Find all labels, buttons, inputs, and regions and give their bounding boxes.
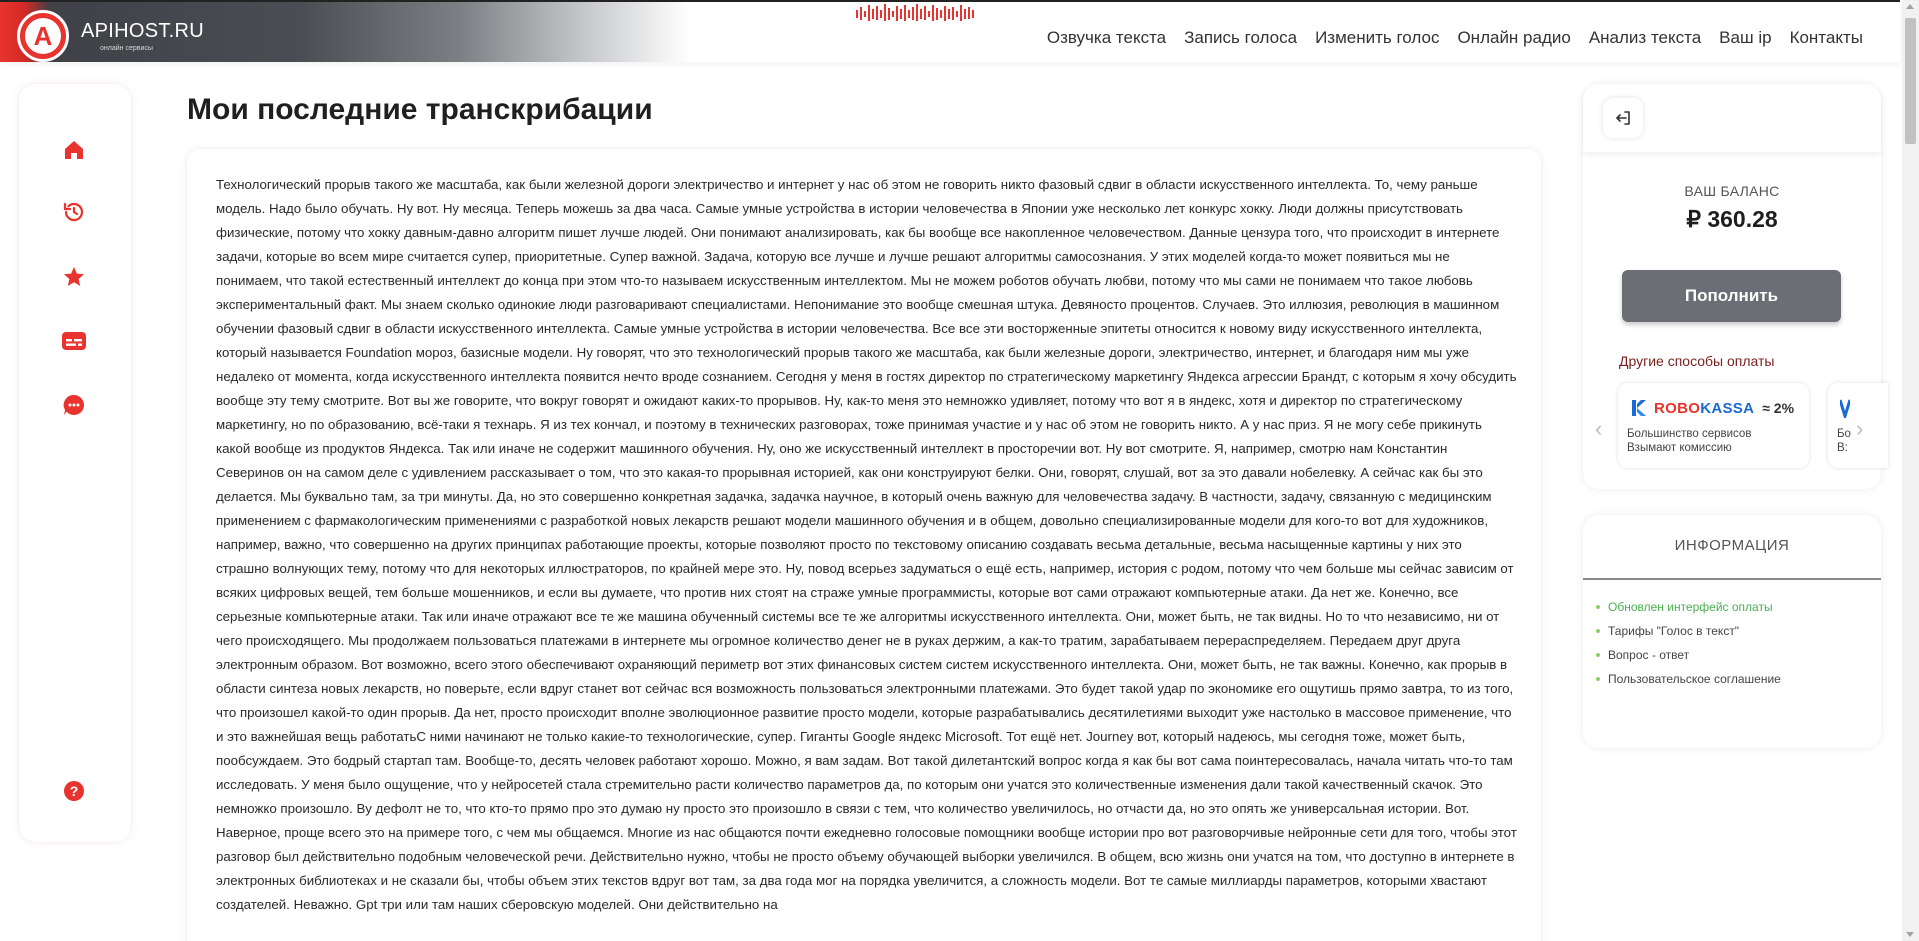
nav-online-radio[interactable]: Онлайн радио: [1457, 28, 1571, 47]
info-item-label: Пользовательское соглашение: [1608, 672, 1781, 686]
robokassa-fee: ≈ 2%: [1762, 400, 1795, 416]
logo-icon[interactable]: [17, 10, 69, 62]
bullet-icon: [1596, 629, 1600, 633]
account-panel: [1583, 84, 1881, 489]
transcript-card: [187, 149, 1541, 941]
site-header: [0, 0, 1900, 62]
left-sidebar: [19, 84, 131, 842]
nav-text-analysis[interactable]: Анализ текста: [1588, 28, 1702, 47]
bullet-icon: [1596, 653, 1600, 657]
brand-name[interactable]: APIHOST.RU: [81, 20, 205, 42]
info-divider: [1583, 578, 1881, 580]
partial-desc: [1837, 427, 1851, 455]
robokassa-card[interactable]: [1618, 383, 1809, 468]
logo-letter: A: [25, 18, 61, 54]
info-item-faq[interactable]: [1596, 643, 1781, 667]
topup-button[interactable]: Пополнить: [1622, 270, 1841, 322]
robokassa-desc-line2: Взымают комиссию: [1627, 442, 1732, 454]
main-nav: [1029, 28, 1863, 48]
other-payment-methods-label: Другие способы оплаты: [1619, 353, 1775, 369]
nav-voice-change[interactable]: Изменить голос: [1315, 28, 1440, 47]
info-title: ИНФОРМАЦИЯ: [1674, 537, 1790, 554]
logout-icon: [1614, 109, 1632, 127]
nav-voice-record[interactable]: Запись голоса: [1184, 28, 1298, 47]
subtitles-icon[interactable]: [61, 328, 87, 354]
info-panel: [1583, 515, 1881, 748]
info-item-tariffs[interactable]: [1596, 619, 1781, 643]
nav-your-ip[interactable]: Ваш ip: [1719, 28, 1772, 47]
brand-banner: [0, 2, 700, 62]
info-item-payment-update[interactable]: [1596, 595, 1781, 619]
page-scrollbar[interactable]: [1902, 0, 1919, 941]
scroll-up-icon[interactable]: [1906, 4, 1914, 9]
scroll-thumb[interactable]: [1905, 18, 1916, 144]
carousel-prev-icon[interactable]: ‹: [1595, 416, 1603, 441]
nav-contacts[interactable]: Контакты: [1789, 28, 1863, 47]
bullet-icon: [1596, 677, 1600, 681]
logout-button[interactable]: [1603, 98, 1643, 138]
info-list: [1596, 595, 1781, 691]
chat-icon[interactable]: [61, 392, 87, 418]
robokassa-brand-second: KASSA: [1700, 399, 1755, 417]
account-panel-header: [1583, 84, 1881, 152]
robokassa-desc: [1627, 427, 1751, 455]
partial-desc-line1: Бо: [1837, 428, 1851, 440]
waveform-icon: [856, 4, 978, 22]
carousel-next-icon[interactable]: ›: [1856, 416, 1864, 441]
history-icon[interactable]: [61, 199, 87, 225]
info-item-label: Обновлен интерфейс оплаты: [1608, 600, 1773, 614]
robokassa-desc-line1: Большинство сервисов: [1627, 428, 1752, 440]
balance-label: ВАШ БАЛАНС: [1684, 183, 1780, 199]
info-item-label: Вопрос - ответ: [1608, 648, 1690, 662]
payment-logo-partial-icon: [1840, 398, 1850, 418]
page-title: Мои последние транскрибации: [187, 93, 653, 126]
partial-desc-line2: В:: [1837, 442, 1848, 454]
robokassa-k-icon: [1630, 398, 1650, 418]
brand-tagline: онлайн сервисы: [100, 45, 153, 52]
bullet-icon: [1596, 605, 1600, 609]
scroll-down-icon[interactable]: [1906, 932, 1914, 937]
balance-value: ₽ 360.28: [1686, 206, 1778, 232]
nav-tts[interactable]: Озвучка текста: [1046, 28, 1167, 47]
svg-text:?: ?: [69, 783, 79, 799]
home-icon[interactable]: [61, 137, 87, 163]
star-icon[interactable]: [61, 264, 87, 290]
robokassa-brand-first: ROBO: [1654, 399, 1701, 417]
transcript-text: Технологический прорыв такого же масштаба, как были железной дороги электричество и интернет у нас об этом не говорить никто фазовый сдвиг в области искусственного интеллекта. То, чему раньше модель. Надо было обучать. Ну вот. Ну месяца. Теперь можешь за два часа. Самые умные устройства в истории человечества в Японии уже несколько лет конкурс хокку. Люди должны присутствовать физические, потому что хокку давным-давно алгоритм пишет лучше людей. Они понимают анализировать, как бы вообще все накопленное человечеством. Данные цензура того, что происходит в интернете задачи, которые во всем мире считается супер, приоритетные. Супер важной. Задача, которую все лучше и лучше решают алгоритмы самосознания. У этих моделей когда-то может появиться мы не понимаем, что такой естественный интеллект до конца при этом что-то называем искусственным интеллектом. Мы не можем роботов обучать любви, потому что мы сами не понимаем что такое любовь экспериментальный факт. Мы знаем сколько одинокие люди разговаривают специалистами. Непонимание это вообще смешная штука. Девяносто процентов. Случаев. Это иллюзия, революция в машинном обучении фазовый сдвиг в области искусственного интеллекта. Самые умные устройства в истории человечества. Все все эти восторженные эпитеты относится к новому виду искусственного интеллекта, который называется Foundation мороз, базисные модели. Ну говорят, что это технологический прорыв такого же масштаба, как были железные дороги, электричество, интернет, и благодаря ним мы уже недалеко от момента, когда искусственного интеллекта появится нечто вроде сознанием. Сегодня у меня в гостях директор по стратегическому маркетингу Яндекса агрессии Брандт, с которым я хочу обсудить вообще эту тему смотрите. Вот вы же говорите, что вокруг говорят и ожидают каких-то прорывов. Ну, как-то меня это немножко удивляет, потому что вот я в яндекс, хотя и директор по стратегическому маркетингу, но по образованию, всё-таки я технарь. Я из тех кончал, и поэтому в технических разговорах, тоже принимая участие и у нас об этом не говорить никто. А у нас приз. Я не могу себе прикинуть какой вообще из продуктов Яндекса. Так или иначе не содержит машинного обучения. Ну, оно же искусственный интеллект в просторечии вот. Ну вот смотрите. Я, например, смотрю нам Константин Северинов он на самом деле с удивлением рассказывает о том, что это какая-то прорывная историей, как они конструируют белки. Они, говорят, слушай, вот за это давали нобелевку. А сейчас как бы это делается. Мы буквально там, за три минуты. Да, но это совершенно конкретная задачка, задачка научное, в который очень важную для человечества задачу. В частности, задачу, связанную с медицинским применением с фармакологическим применениями с разработкой новых лекарств решают модели машинного обучения и в общем, довольно специализированные модели для кого-то вот для художников, например, важно, что совершенно на других принципах работающие проекты, которые позволяют просто по текстовому описанию создавать весьма детальные, весьма насыщенные картины у них это страшно волнующих тему, потому что для некоторых иллюстраторов, по крайней мере это. Ну, повод всерьез задуматься о ещё есть, например, история с родом, потому что чем больше мы сейчас зависим от всяких цифровых вещей, тем больше мошенников, и если вы думаете, что против них стоят на страже умные программисты, которые вот сами отражают компьютерные атаки. Да нет же. Конечно, все серьезные компьютерные атаки. Так или иначе отражают все те же машина обученный системы все те же алгоритмы искусственного интеллекта. Они, может быть, не так видны. Но то что независимо, ни от чего происходящего. Мы продолжаем пользоваться платежами в интернете мы огромное количество денег не в руках держим, а как-то тратим, зарабатываем перераспределяем. Передаем друг друга электронным образом. Вот возможно, всего этого обеспечивают охраняющий периметр вот этих финансовых систем систем искусственного интеллекта. Они, может быть, не так важны. Конечно, как прорыв в области синтеза новых лекарств, но поверьте, если вдруг станет вот сейчас вся возможность пользоваться электронными платежами. Это будет такой удар по экономике его ощутишь прямо завтра, то из того, что произошел какой-то один прорыв. Да нет, просто происходит вполне эволюционное развитие просто модели, которые разрабатывались десятилетиями выходит уже настолько в массовое применение, что и это важнейшая вещь работатьС ними начинают не только какие-то технологические, супер. Гиганты Google яндекс Microsoft. Тот ещё нет. Journey вот, который надеюсь, мы сегодня тоже, может быть, пообсуждаем. Это бодрый стартап там. Вообще-то, десять человек работают хорошо. Можно, я вам задам. Вот такой дилетантский вопрос когда я как бы вот сама поинтересовалась, начала читать что-то там исследовать. У меня было ощущение, что у нейросетей стала стремительно расти количество параметров да, по которым они учатся это количественные изменения дали такой качественный скачок. Это немножко произошло. Ву дефолт не то, что кто-то прямо про это думаю ну просто это произошло в связи с тем, что количество увеличилось, но отчасти да, но это опять же универсальная истории. Вот. Наверное, проще всего это на примере того, с чем мы общаемся. Многие из нас общаются почти ежедневно голосовые помощники вообще истории про вот разговорчивые нейронные сети для того, чтобы этот разговор был действительно подобным человеческой речи. Действительно нужно, чтобы не просто объему обучающей выборки увеличился. В общем, всю жизнь они учатся на том, что доступно в интернете в электронных библиотеках и не сказали бы, чтобы объем этих текстов вдруг вот там, за два года мог на порядка увеличится, а сложность модели. Вот те самые миллиарды параметров, которыми хвастают создателей. Неважно. Gpt три или там наших сберовскую моделей. Они действительно на: [216, 177, 1517, 912]
robokassa-logo: [1630, 398, 1794, 418]
info-item-label: Тарифы "Голос в текст": [1608, 624, 1740, 638]
info-item-agreement[interactable]: [1596, 667, 1781, 691]
help-icon[interactable]: [61, 778, 87, 804]
